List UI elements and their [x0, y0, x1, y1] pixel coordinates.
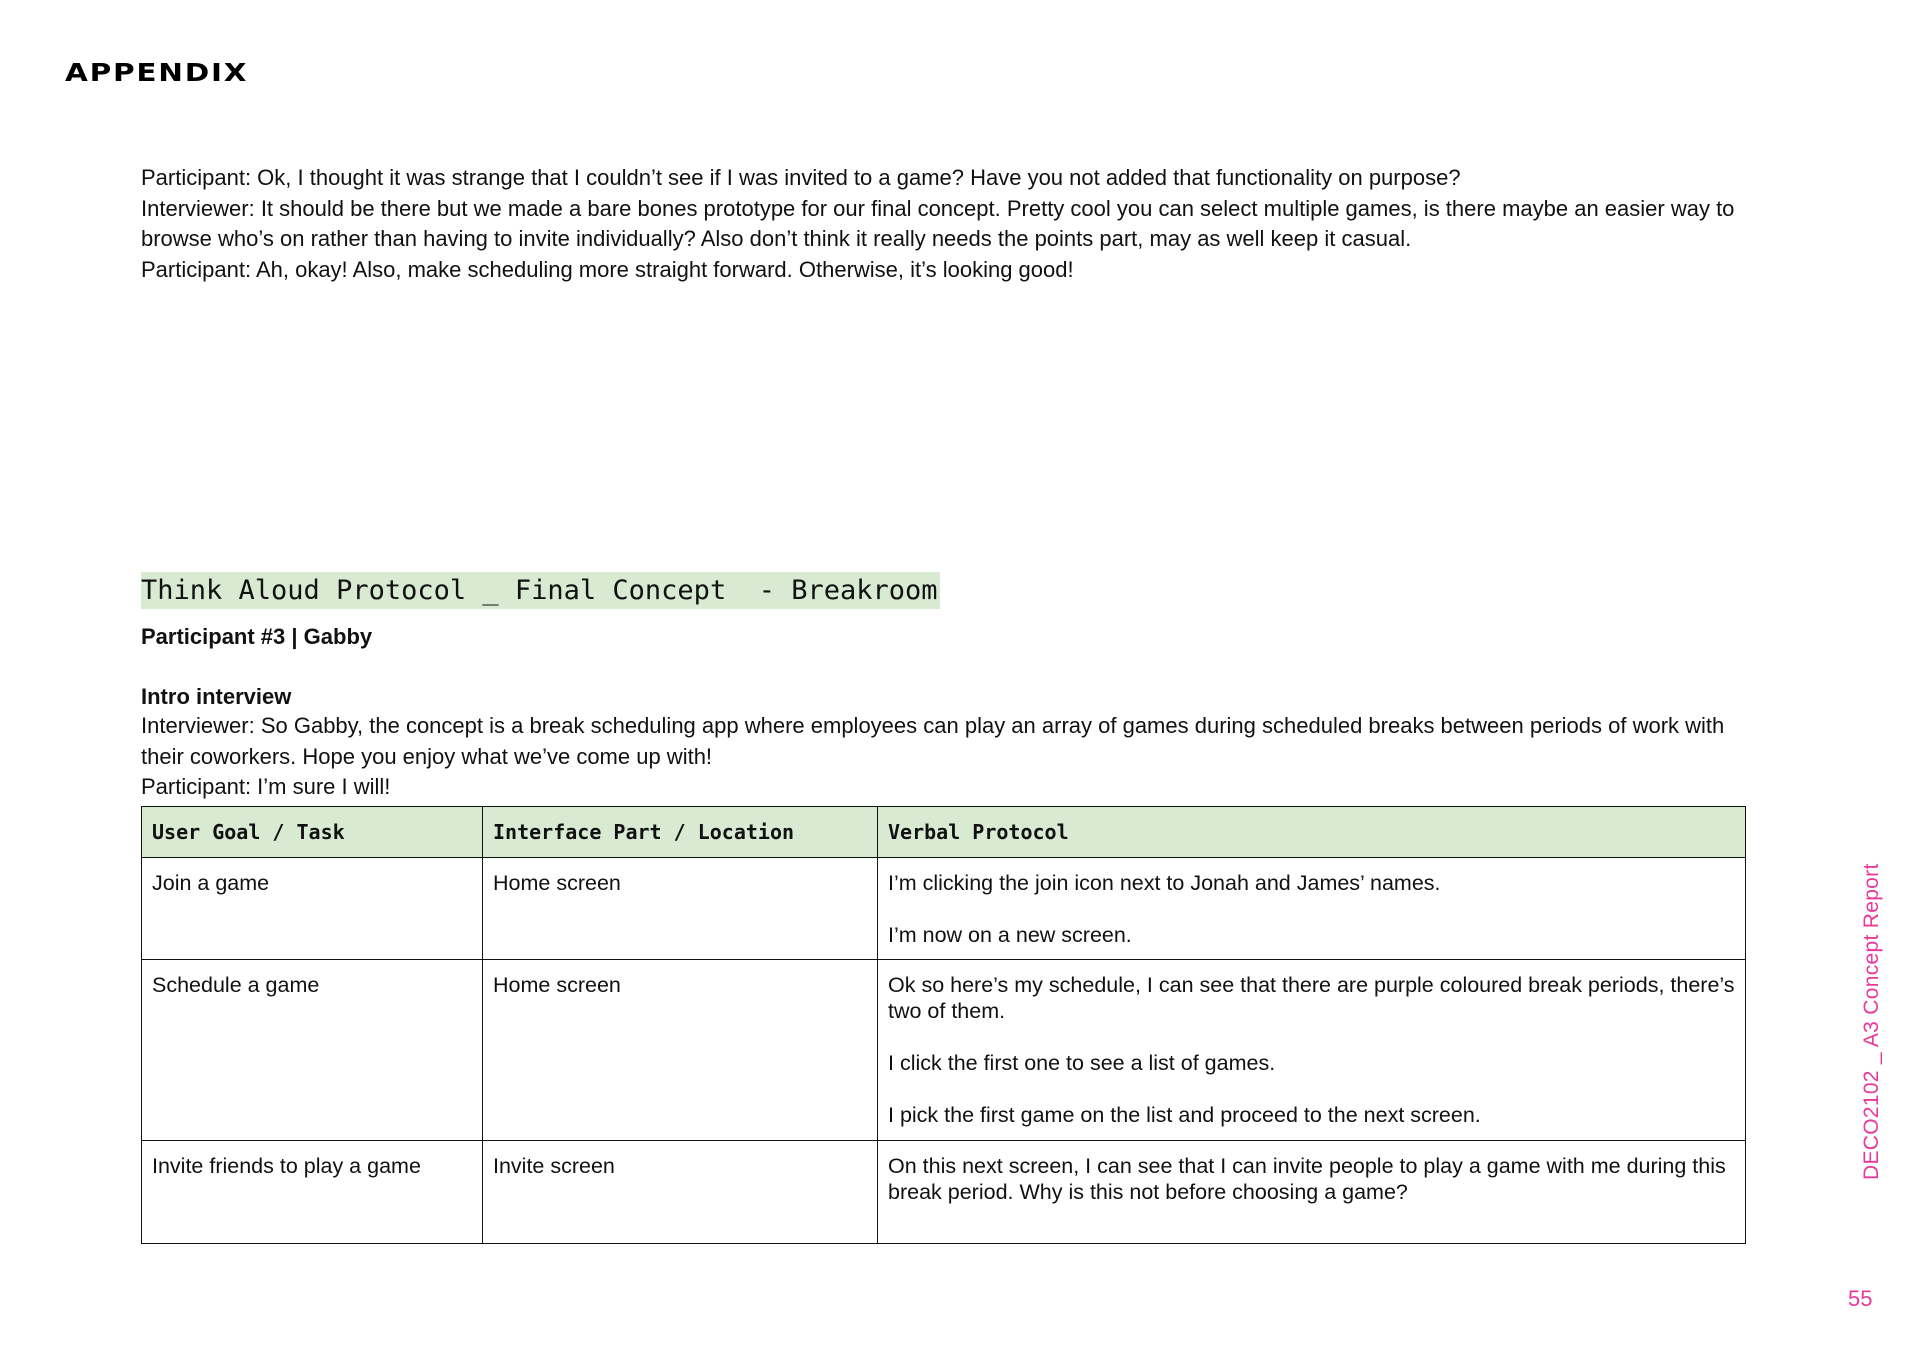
- think-aloud-heading: Think Aloud Protocol _ Final Concept - Breakroom: [141, 572, 940, 609]
- protocol-line: I’m now on a new screen.: [888, 923, 1132, 947]
- location-cell: Home screen: [483, 858, 878, 960]
- task-cell: Invite friends to play a game: [142, 1141, 483, 1244]
- section-title: APPENDIX: [65, 58, 249, 87]
- header-verbal-protocol: Verbal Protocol: [878, 807, 1746, 858]
- think-aloud-table: [141, 806, 1746, 1244]
- table-header-row: [142, 807, 1746, 858]
- intro-line: Interviewer: So Gabby, the concept is a break scheduling app where employees can play an array of games during scheduled breaks between periods of work with their coworkers. Hope you enjoy what we’ve come up with!: [141, 713, 1725, 769]
- protocol-line: I click the first one to see a list of games.: [888, 1051, 1276, 1075]
- intro-line: Participant: I’m sure I will!: [141, 774, 391, 799]
- task-cell: Join a game: [142, 858, 483, 960]
- protocol-cell: [878, 1141, 1746, 1244]
- protocol-cell: [878, 960, 1746, 1141]
- location-cell: Invite screen: [483, 1141, 878, 1244]
- protocol-line: Ok so here’s my schedule, I can see that there are purple coloured break periods, there’s two of them.: [888, 973, 1735, 1023]
- transcript-line: Interviewer: It should be there but we made a bare bones prototype for our final concept. Pretty cool you can select multiple games, is there maybe an easier way to browse who’s on rather than having to invite individually? Also don’t think it really needs the points part, may as well keep it casual.: [141, 195, 1735, 251]
- protocol-cell: [878, 858, 1746, 960]
- protocol-line: On this next screen, I can see that I can invite people to play a game with me during this break period. Why is this not before choosing a game?: [888, 1154, 1726, 1204]
- page-number: 55: [1848, 1286, 1873, 1311]
- transcript-line: Participant: Ah, okay! Also, make scheduling more straight forward. Otherwise, it’s looking good!: [141, 256, 1074, 282]
- transcript-line: Participant: Ok, I thought it was strange that I couldn’t see if I was invited to a game? Have you not added that functionality on purpose?: [141, 165, 1461, 190]
- report-side-label: DECO2102 _ A3 Concept Report: [1860, 863, 1883, 1180]
- intro-interview-body: [141, 711, 1761, 803]
- table-row: [142, 960, 1746, 1141]
- header-user-goal: User Goal / Task: [142, 807, 483, 858]
- header-interface-part: Interface Part / Location: [483, 807, 878, 858]
- table-row: [142, 1141, 1746, 1244]
- protocol-line: I’m clicking the join icon next to Jonah and James’ names.: [888, 871, 1441, 895]
- transcript-block: [141, 163, 1761, 285]
- location-cell: Home screen: [483, 960, 878, 1141]
- participant-title: Participant #3 | Gabby: [141, 624, 373, 649]
- intro-interview-heading: Intro interview: [141, 684, 292, 709]
- task-cell: Schedule a game: [142, 960, 483, 1141]
- protocol-line: I pick the first game on the list and proceed to the next screen.: [888, 1103, 1481, 1127]
- table-row: [142, 858, 1746, 960]
